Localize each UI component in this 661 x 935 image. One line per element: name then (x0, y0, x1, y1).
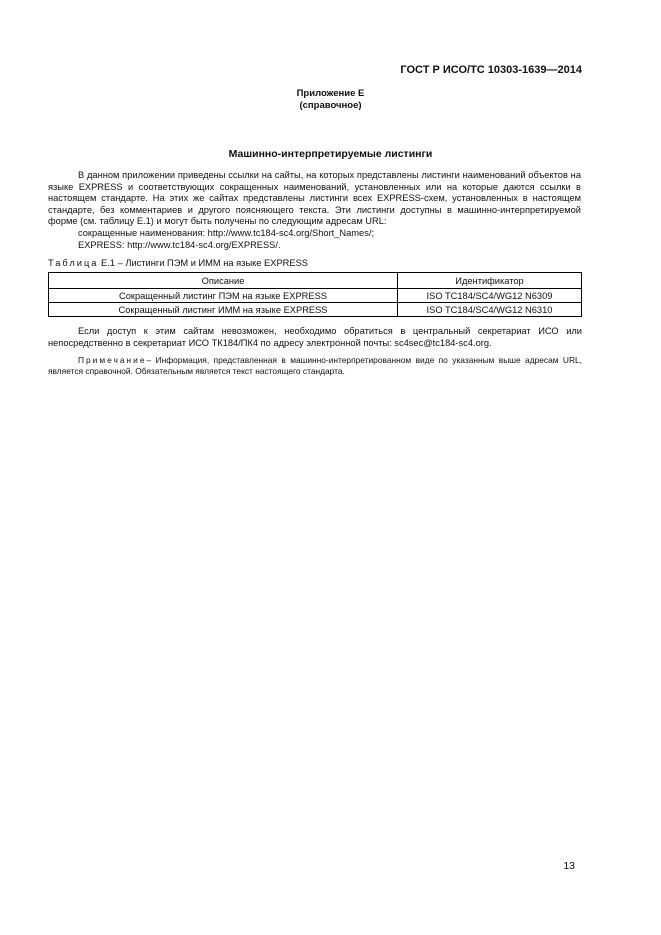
row-identifier: ISO TC184/SC4/WG12 N6309 (398, 289, 582, 303)
after-table-text (48, 326, 582, 349)
listing-table (48, 272, 582, 317)
section-title: Машинно-интерпретируемые листинги (228, 148, 433, 160)
header-identifier: Идентификатор (398, 273, 582, 289)
table-row (49, 289, 582, 303)
table-caption (48, 258, 308, 268)
page-number: 13 (563, 860, 575, 872)
table-caption-label: Таблица (48, 258, 99, 268)
row-identifier: ISO TC184/SC4/WG12 N6310 (398, 303, 582, 317)
express-url: EXPRESS: http://www.tc184-sc4.org/EXPRESS/. (78, 239, 281, 250)
note-label: Примечание (78, 355, 147, 365)
table-row (49, 303, 582, 317)
row-description: Сокращенный листинг ИММ на языке EXPRESS (49, 303, 398, 317)
header-description: Описание (49, 273, 398, 289)
body-text (48, 170, 581, 251)
table-caption-text: Е.1 – Листинги ПЭМ и ИММ на языке EXPRESS (101, 258, 308, 268)
intro-paragraph: В данном приложении приведены ссылки на сайты, на которых представлены листинги наименований объектов на языке EXPRESS и соответствующих сокращенных наименований, установленных или на которые даются ссылки в настоящем стандарте. На этих же сайтах представлены листинги всех EXPRESS-схем, установленных в настоящем стандарте, без комментариев и другого поясняющего текста. Эти листинги доступны в машинно-интерпретируемой форме (см. таблицу Е.1) и могут быть получены по следующим адресам URL: (48, 170, 581, 227)
note (48, 355, 582, 377)
appendix-title: Приложение Е (296, 88, 365, 99)
note-text: – Информация, представленная в машинно-интерпретированном виде по указанным выше адресам URL, является справочной. Обязательным является текст настоящего стандарта. (48, 355, 582, 376)
document-header: ГОСТ Р ИСО/ТС 10303-1639—2014 (400, 64, 582, 76)
row-description: Сокращенный листинг ПЭМ на языке EXPRESS (49, 289, 398, 303)
appendix-subtitle: (справочное) (299, 100, 362, 111)
table-header-row (49, 273, 582, 289)
contact-paragraph: Если доступ к этим сайтам невозможен, необходимо обратиться в центральный секретариат ИСО или непосредственно в секретариат ИСО ТК184/ПК4 по адресу электронной почты: sc4sec@tc184-sc4.org. (48, 326, 582, 348)
appendix-heading (0, 88, 661, 112)
short-names-url: сокращенные наименования: http://www.tc184-sc4.org/Short_Names/; (78, 227, 375, 238)
